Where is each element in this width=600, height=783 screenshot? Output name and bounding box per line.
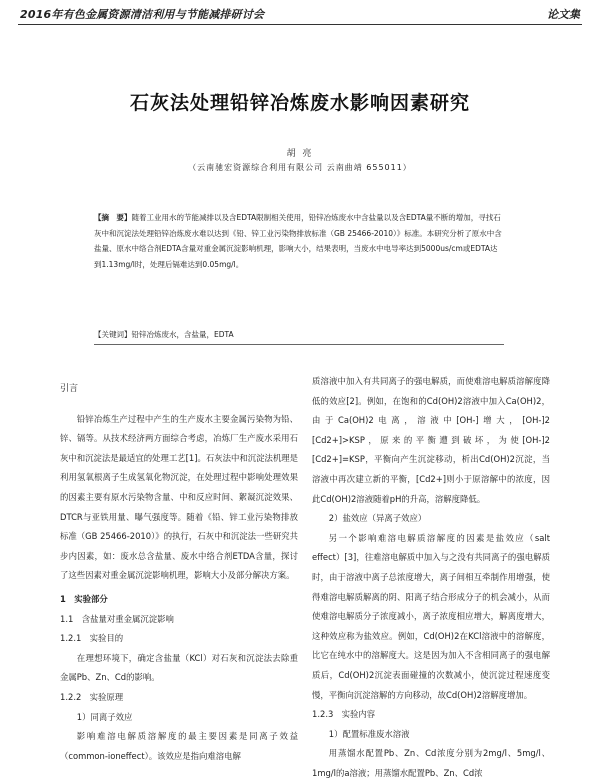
- left-column: [60, 380, 298, 766]
- journal-header: 2016年有色金属资源清洁利用与节能减排研讨会: [20, 8, 265, 21]
- keywords: [94, 327, 504, 342]
- section-header: 论文集: [547, 8, 580, 21]
- keywords-text: 铅锌冶炼废水，含盐量，EDTA: [131, 330, 234, 339]
- common-ion-subheading: 1）同离子效应: [76, 711, 133, 722]
- intro-heading: 引言: [60, 384, 79, 394]
- header-divider: [18, 24, 582, 25]
- standard-solution-subheading: 1）配置标准废水溶液: [328, 728, 410, 739]
- common-ion-continued: 质溶液中加入有共同离子的强电解质，而使难溶电解质溶解度降低的效应[2]。例如，在饱和的Cd(OH)2溶液中加入Ca(OH)2，由于Ca(OH)2电离，溶液中[OH-]增大，[OH-]2 [Cd2+]>KSP，原来的平衡遭到破坏，为使[OH-]2 [Cd2+]=KSP，平衡向产生沉淀移动，析出Cd(OH)2沉淀，当溶液中再次建立新的平衡，[Cd2+]则小于原溶解中的浓度，因此Cd(OH)2溶液随着pH的升高，溶解度降低。: [312, 376, 550, 504]
- section-1-2-1-heading: 1.2.1 实验目的: [60, 633, 124, 644]
- author: 胡 亮: [286, 149, 314, 159]
- abstract: [94, 210, 504, 272]
- section-1-heading: 1 实验部分: [60, 593, 108, 604]
- section-1-2-2-heading: 1.2.2 实验原理: [60, 691, 124, 702]
- section-1-1-heading: 1.1 含盐量对重金属沉淀影响: [60, 613, 174, 624]
- paper-title: 石灰法处理铅锌冶炼废水影响因素研究: [129, 92, 470, 114]
- abstract-label: 【摘 要】: [94, 213, 132, 222]
- purpose-paragraph: 在理想环境下，确定含盐量（KCl）对石灰和沉淀法去除重金属Pb、Zn、Cd的影响。: [60, 652, 298, 683]
- keywords-divider: [94, 344, 504, 345]
- affiliation: （云南驰宏资源综合利用有限公司 云南曲靖 655011）: [188, 163, 412, 172]
- salt-effect-paragraph: 另一个影响难溶电解质溶解度的因素是盐效应（salt effect）[3]，往难溶电解质中加入与之没有共同离子的强电解质时，由于溶液中离子总浓度增大，离子间相互牵制作用增强，使得难溶电解质解离的阴、阳离子结合形成分子的机会减小，从而使难溶电解质分子浓度减小，离子浓度相应增大，解离度增大，这种效应称为盐效应。例如，Cd(OH)2在KCl溶液中的溶解度，比它在纯水中的溶解度大。这是因为加入不含相同离子的强电解质后，Cd(OH)2沉淀表面碰撞的次数减小，使沉淀过程速度变慢，平衡向沉淀溶解的方向移动，故Cd(OH)2溶解度增加。: [312, 532, 550, 700]
- abstract-text: 随着工业用水的节能减排以及含EDTA限制相关使用，铅锌冶炼废水中含盐量以及含EDTA量不断的增加，寻找石灰中和沉淀法处理铅锌冶炼废水难以达到《铅、锌工业污染物排放标准（GB 25466-2010）》标准。本研究分析了原水中含盐量、原水中络合剂EDTA含量对重金属沉淀影响机理，影响大小，结果表明，当废水中电导率达到5000us/cm或EDTA达到1.13mg/l时，处理后镉难达到0.05mg/l。: [94, 213, 502, 269]
- right-column: [312, 372, 550, 783]
- keywords-label: 【关键词】: [94, 330, 132, 339]
- section-1-2-3-heading: 1.2.3 实验内容: [312, 709, 376, 720]
- salt-effect-subheading: 2）盐效应（异离子效应）: [328, 513, 427, 524]
- intro-paragraph: 铅锌冶炼生产过程中产生的生产废水主要金属污染物为铅、锌、镉等。从技术经济两方面综合考虑，冶炼厂生产废水采用石灰中和沉淀法是最适宜的处理工艺[1]。石灰法中和沉淀法机理是利用氢氧根离子生成氢氧化物沉淀，在处理过程中影响处理效果的因素主要有原水污染物含量、中和反应时间、絮凝沉淀效果、DTCR与亚铁用量、曝气强度等。随着《铅、锌工业污染物排放标准（GB 25466-2010）》的执行，石灰中和沉淀法一些研究共步内因素，如：废水总含盐量、废水中络合剂ETDA含量，探讨了这些因素对重金属沉淀影响机理，影响大小及部分解决方案。: [60, 413, 298, 581]
- standard-solution-paragraph: 用蒸馏水配置Pb、Zn、Cd浓度分别为2mg/l、5mg/l、1mg/l的a溶液；用蒸馏水配置Pb、Zn、Cd浓: [312, 748, 550, 778]
- common-ion-paragraph: 影响难溶电解质溶解度的最主要因素是同离子效益（common-ioneffect）。该效应是指向难溶电解: [60, 731, 298, 761]
